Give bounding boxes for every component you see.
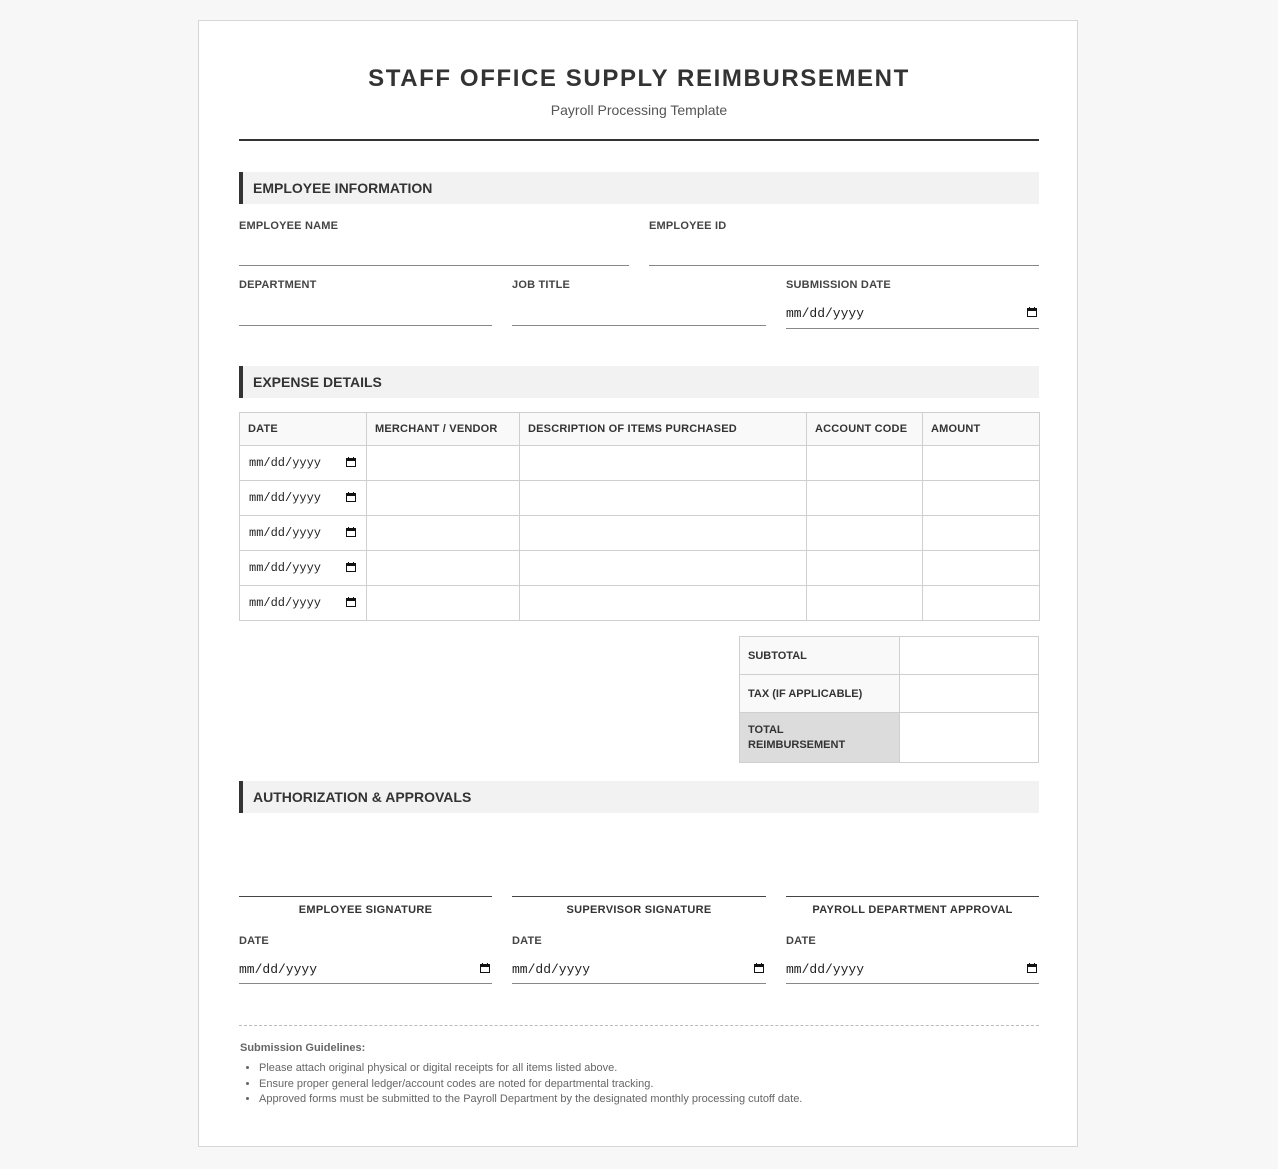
calendar-icon[interactable]	[1027, 307, 1037, 317]
column-header-date: DATE	[240, 413, 367, 446]
payroll-approval-line[interactable]	[786, 896, 1039, 897]
department-input[interactable]	[239, 325, 492, 326]
list-item: • Approved forms must be submitted to the Payroll Department by the designated monthly processing cutoff date.	[259, 1092, 802, 1108]
supervisor-sign-date-field[interactable]	[512, 935, 766, 985]
page-subtitle: Payroll Processing Template	[550, 102, 728, 118]
calendar-icon[interactable]	[346, 492, 356, 502]
guidelines-list	[239, 1061, 802, 1108]
tax-label: TAX (IF APPLICABLE)	[740, 675, 900, 713]
account-code-cell[interactable]	[807, 446, 923, 481]
account-code-cell[interactable]	[807, 586, 923, 621]
submission-date-underline	[786, 328, 1039, 329]
date-placeholder: mm/dd/yyyy	[786, 306, 865, 321]
expense-date-cell[interactable]	[240, 586, 367, 621]
employee-signature-label: EMPLOYEE SIGNATURE	[298, 904, 433, 916]
account-code-cell[interactable]	[807, 516, 923, 551]
payroll-approval-label: PAYROLL DEPARTMENT APPROVAL	[812, 904, 1013, 916]
merchant-cell[interactable]	[367, 481, 520, 516]
expense-date-input[interactable]	[249, 456, 356, 472]
expense-table	[239, 412, 1040, 621]
date-placeholder: mm/dd/yyyy	[249, 596, 322, 610]
section-employee-information: EMPLOYEE INFORMATION	[239, 172, 1039, 204]
date-label: DATE	[239, 935, 269, 947]
subtotal-value[interactable]	[900, 637, 1039, 675]
employee-sign-date-field[interactable]	[239, 935, 492, 985]
date-placeholder: mm/dd/yyyy	[239, 962, 318, 977]
description-cell[interactable]	[520, 516, 807, 551]
submission-date-field[interactable]	[786, 279, 1039, 329]
date-label: DATE	[786, 935, 816, 947]
title-divider	[239, 139, 1039, 141]
calendar-icon[interactable]	[346, 562, 356, 572]
supervisor-signature-label: SUPERVISOR SIGNATURE	[566, 904, 712, 916]
calendar-icon[interactable]	[346, 527, 356, 537]
amount-cell[interactable]	[923, 446, 1040, 481]
amount-cell[interactable]	[923, 586, 1040, 621]
calendar-icon[interactable]	[480, 963, 490, 973]
total-label-line1: TOTAL	[748, 723, 784, 736]
date-placeholder: mm/dd/yyyy	[249, 491, 322, 505]
date-placeholder: mm/dd/yyyy	[512, 962, 591, 977]
department-field[interactable]	[239, 279, 492, 326]
employee-sign-date-input[interactable]	[239, 959, 492, 981]
account-code-cell[interactable]	[807, 551, 923, 586]
date-label: DATE	[512, 935, 542, 947]
employee-name-input[interactable]	[239, 265, 629, 266]
employee-id-label: EMPLOYEE ID	[649, 220, 727, 232]
payroll-approval-date-field[interactable]	[786, 935, 1039, 985]
total-row	[740, 713, 1039, 763]
calendar-icon[interactable]	[346, 597, 356, 607]
payroll-approval-date-input[interactable]	[786, 959, 1039, 981]
calendar-icon[interactable]	[754, 963, 764, 973]
merchant-cell[interactable]	[367, 516, 520, 551]
date-placeholder: mm/dd/yyyy	[249, 456, 322, 470]
expense-date-cell[interactable]	[240, 551, 367, 586]
list-item: • Ensure proper general ledger/account codes are noted for departmental tracking.	[259, 1077, 802, 1093]
submission-date-input[interactable]	[786, 303, 1039, 325]
description-cell[interactable]	[520, 551, 807, 586]
date-placeholder: mm/dd/yyyy	[786, 962, 865, 977]
total-label-line2: REIMBURSEMENT	[748, 738, 846, 751]
subtotal-row	[740, 637, 1039, 675]
submission-date-label: SUBMISSION DATE	[786, 279, 891, 291]
supervisor-signature-line[interactable]	[512, 896, 766, 897]
job-title-field[interactable]	[512, 279, 766, 326]
merchant-cell[interactable]	[367, 446, 520, 481]
guidelines-divider	[239, 1025, 1039, 1026]
calendar-icon[interactable]	[1027, 963, 1037, 973]
employee-name-label: EMPLOYEE NAME	[239, 220, 339, 232]
column-header-account-code: ACCOUNT CODE	[807, 413, 923, 446]
date-placeholder: mm/dd/yyyy	[249, 526, 322, 540]
section-expense-details: EXPENSE DETAILS	[239, 366, 1039, 398]
date-placeholder: mm/dd/yyyy	[249, 561, 322, 575]
column-header-description: DESCRIPTION OF ITEMS PURCHASED	[520, 413, 807, 446]
amount-cell[interactable]	[923, 551, 1040, 586]
list-item: • Please attach original physical or digital receipts for all items listed above.	[259, 1061, 802, 1077]
tax-value[interactable]	[900, 675, 1039, 713]
expense-date-cell[interactable]	[240, 481, 367, 516]
page-title: STAFF OFFICE SUPPLY REIMBURSEMENT	[368, 65, 910, 92]
amount-cell[interactable]	[923, 481, 1040, 516]
table-row	[240, 586, 1040, 621]
totals-table	[739, 636, 1039, 763]
employee-id-field[interactable]	[649, 220, 1039, 266]
table-row	[240, 481, 1040, 516]
description-cell[interactable]	[520, 446, 807, 481]
employee-signature-line[interactable]	[239, 896, 492, 897]
merchant-cell[interactable]	[367, 586, 520, 621]
description-cell[interactable]	[520, 586, 807, 621]
table-row	[240, 446, 1040, 481]
supervisor-sign-date-input[interactable]	[512, 959, 766, 981]
form-page	[198, 20, 1078, 1147]
department-label: DEPARTMENT	[239, 279, 317, 291]
job-title-input[interactable]	[512, 325, 766, 326]
expense-date-cell[interactable]	[240, 446, 367, 481]
column-header-merchant: MERCHANT / VENDOR	[367, 413, 520, 446]
expense-table-header	[240, 413, 1040, 446]
date-underline	[239, 983, 492, 984]
amount-cell[interactable]	[923, 516, 1040, 551]
date-underline	[786, 983, 1039, 984]
subtotal-label: SUBTOTAL	[740, 637, 900, 675]
expense-date-input[interactable]	[249, 526, 356, 542]
table-row	[240, 516, 1040, 551]
employee-name-field[interactable]	[239, 220, 629, 266]
employee-id-input[interactable]	[649, 265, 1039, 266]
expense-date-input[interactable]	[249, 561, 356, 577]
job-title-label: JOB TITLE	[512, 279, 571, 291]
expense-date-input[interactable]	[249, 491, 356, 507]
account-code-cell[interactable]	[807, 481, 923, 516]
table-row	[240, 551, 1040, 586]
expense-date-input[interactable]	[249, 596, 356, 612]
date-underline	[512, 983, 766, 984]
tax-row	[740, 675, 1039, 713]
total-reimbursement-label	[740, 713, 900, 763]
guidelines-title: Submission Guidelines:	[240, 1042, 366, 1054]
calendar-icon[interactable]	[346, 457, 356, 467]
section-authorization-approvals: AUTHORIZATION & APPROVALS	[239, 781, 1039, 813]
total-reimbursement-value[interactable]	[900, 713, 1039, 763]
merchant-cell[interactable]	[367, 551, 520, 586]
expense-date-cell[interactable]	[240, 516, 367, 551]
column-header-amount: AMOUNT	[923, 413, 1040, 446]
description-cell[interactable]	[520, 481, 807, 516]
